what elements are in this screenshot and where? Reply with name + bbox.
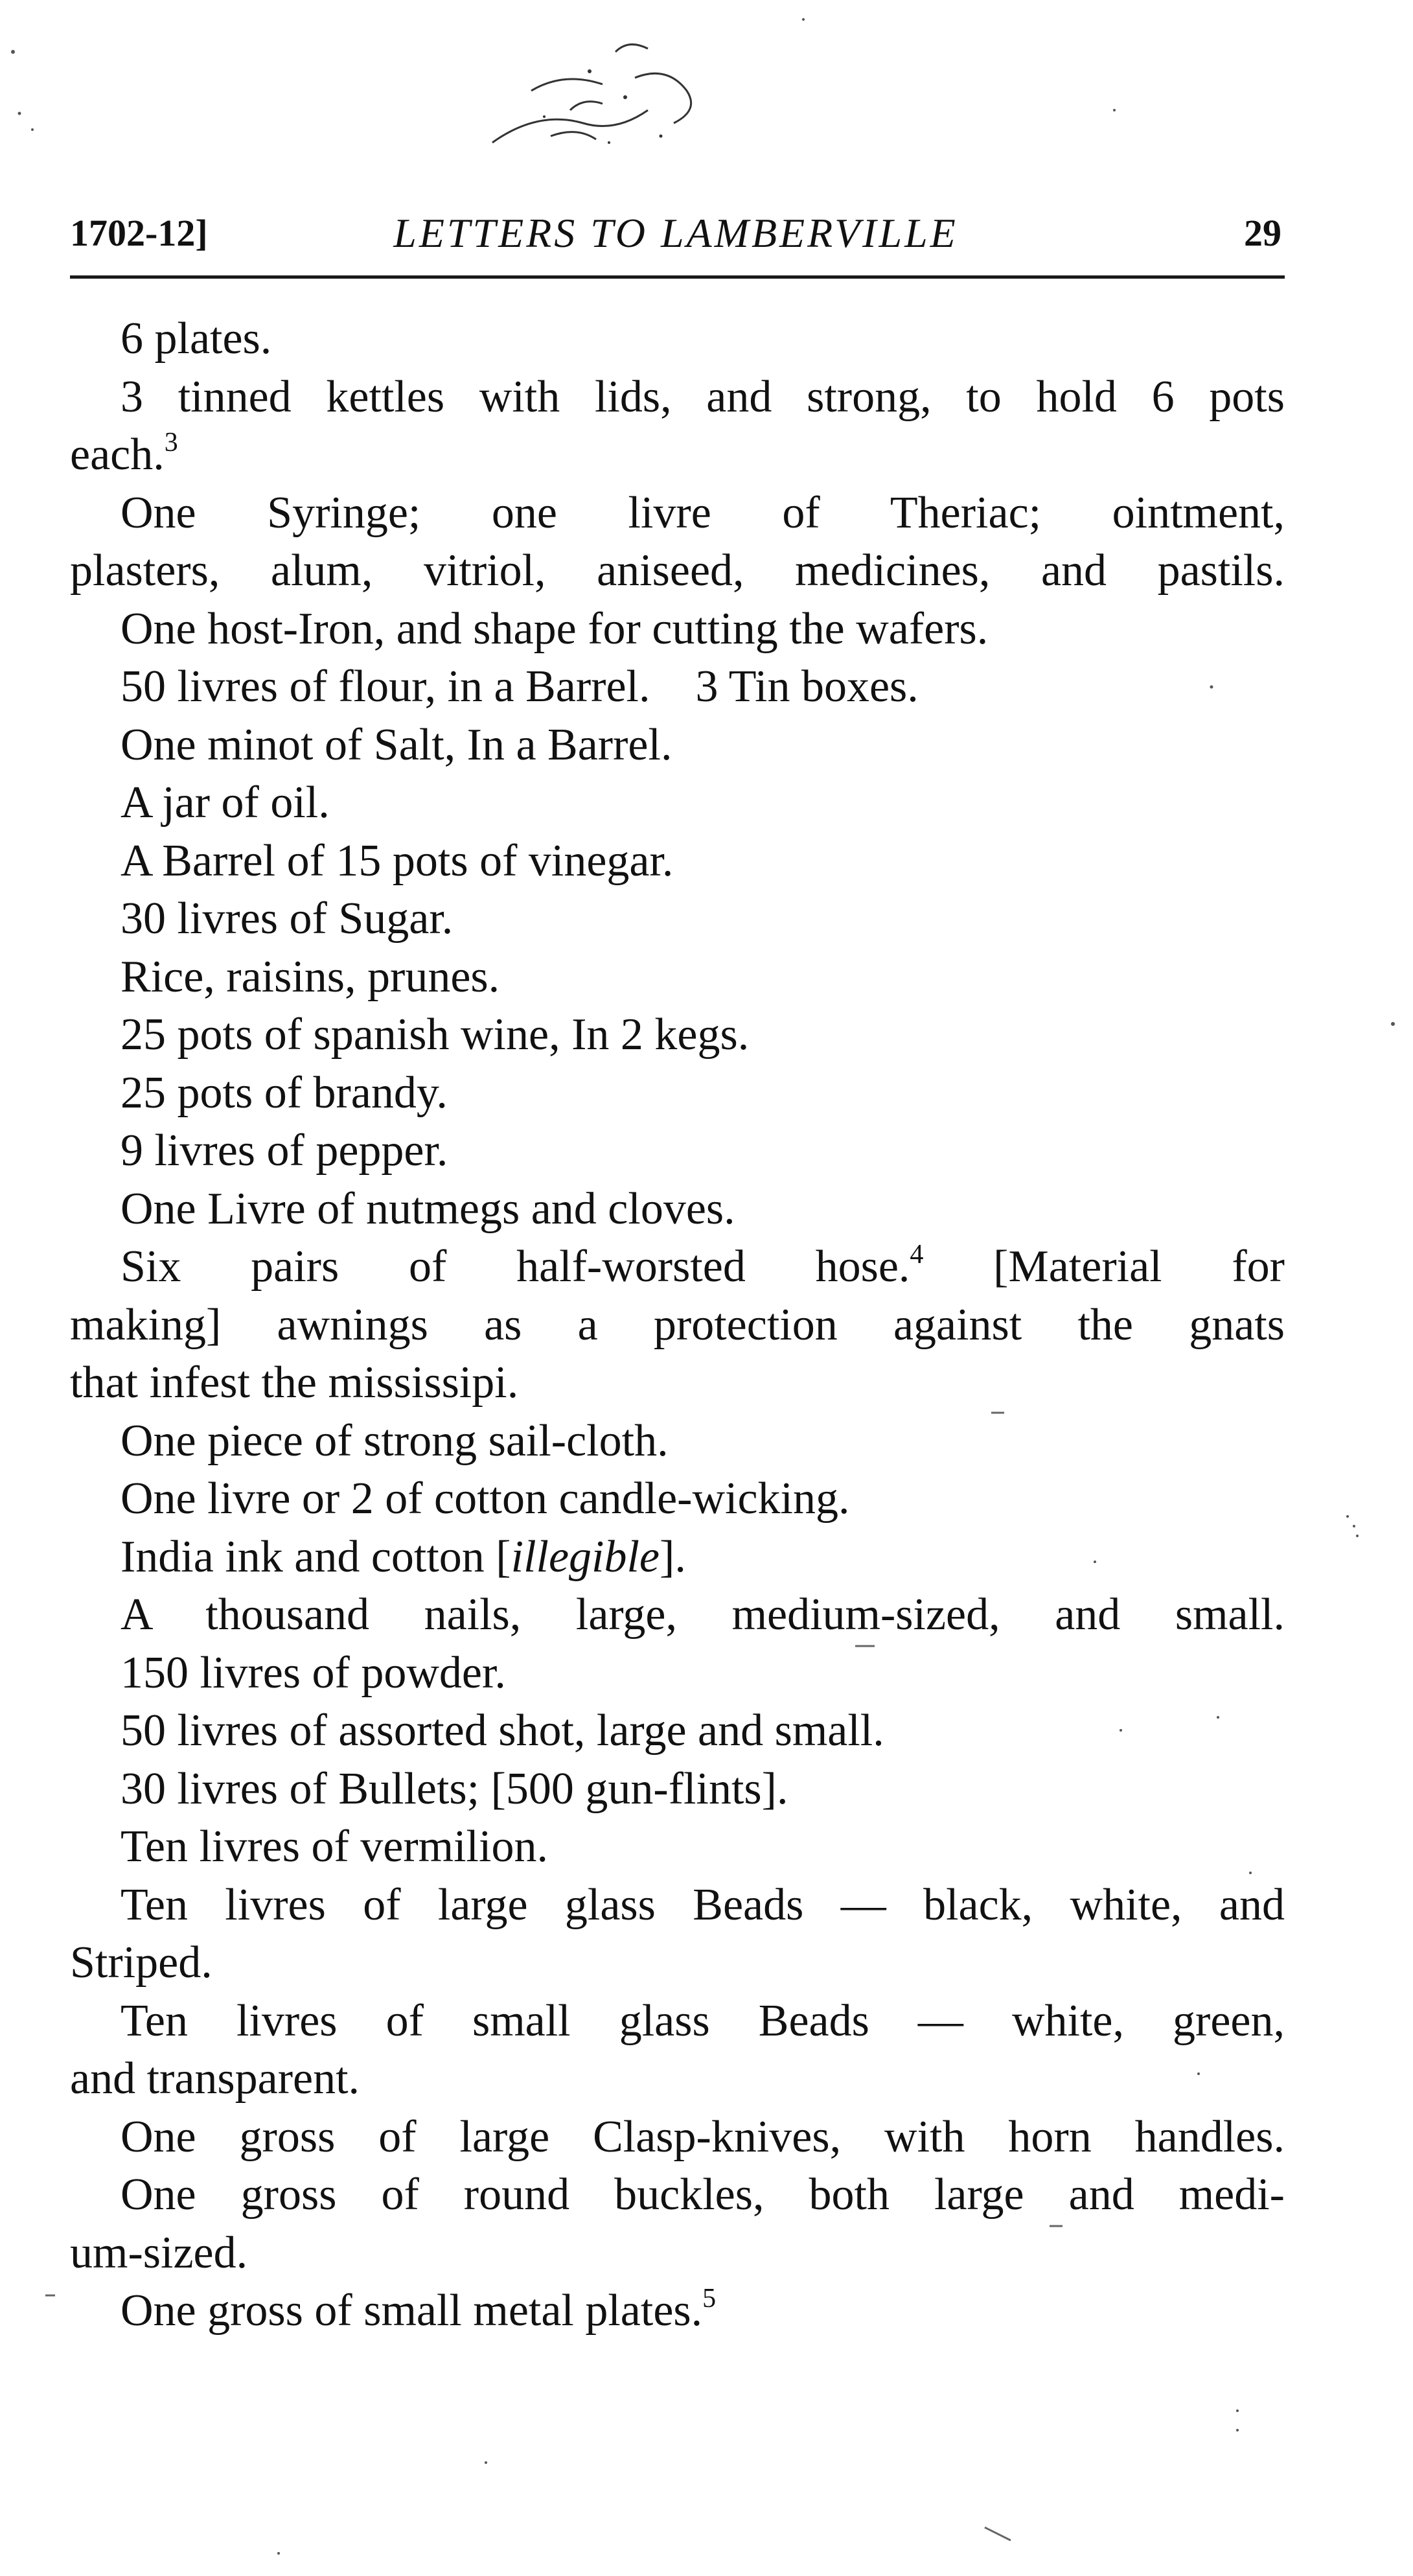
text-line: making] awnings as a protection against the gnats [70, 1299, 1285, 1350]
text-line: One Syringe; one livre of Theriac; ointment, [121, 487, 1285, 538]
header-running-title: LETTERS TO LAMBERVILLE [393, 210, 958, 256]
printer-ornament [454, 13, 752, 168]
text-line: India ink and cotton [illegible]. [121, 1531, 686, 1582]
text-line: 50 livres of flour, in a Barrel. 3 Tin boxes. [121, 662, 919, 712]
header-date-range: 1702-12] [70, 212, 208, 254]
text-line: that infest the mississipi. [70, 1358, 519, 1408]
text-line: A thousand nails, large, medium-sized, and small. [121, 1590, 1285, 1640]
text-line: One host-Iron, and shape for cutting the wafers. [121, 603, 989, 654]
text-line: 25 pots of brandy. [121, 1067, 448, 1118]
text-line: A Barrel of 15 pots of vinegar. [121, 835, 674, 886]
footnote-ref: 3 [164, 428, 178, 458]
text-line: Striped. [70, 1938, 213, 1988]
text-line: One livre or 2 of cotton candle-wicking. [121, 1474, 850, 1524]
body-text [70, 310, 1285, 2340]
text-line: 3 tinned kettles with lids, and strong, to hold 6 pots [121, 371, 1285, 422]
text-line: 6 plates. [121, 314, 272, 364]
footnote-ref: 4 [910, 1240, 924, 1270]
text-line: One piece of strong sail-cloth. [121, 1415, 669, 1466]
text-line: One Livre of nutmegs and cloves. [121, 1183, 735, 1234]
text-line: Six pairs of half-worsted hose.$^4$ [Material for [121, 1240, 1285, 1292]
text-line: One gross of small metal plates.$^5$ [121, 2284, 717, 2336]
text-line: One gross of large Clasp-knives, with horn handles. [121, 2111, 1285, 2162]
text-line: 30 livres of Bullets; [500 gun-flints]. [121, 1763, 788, 1814]
text-line: 30 livres of Sugar. [121, 894, 454, 944]
text-line: Rice, raisins, prunes. [121, 951, 500, 1002]
text-line: 150 livres of powder. [121, 1647, 506, 1698]
footnote-ref: 5 [702, 2284, 717, 2314]
text-line: 50 livres of assorted shot, large and small. [121, 1706, 884, 1756]
text-line: each.$^3$ [70, 428, 178, 480]
text-line: Ten livres of vermilion. [121, 1822, 548, 1872]
header-rule [70, 275, 1285, 279]
text-line: and transparent. [70, 2054, 360, 2104]
text-line: um-sized. [70, 2227, 248, 2278]
text-line: 25 pots of spanish wine, In 2 kegs. [121, 1010, 750, 1060]
editorial-note: illegible [511, 1531, 660, 1582]
text-line: A jar of oil. [121, 778, 330, 828]
text-line: 9 livres of pepper. [121, 1126, 448, 1176]
page-number: 29 [1244, 212, 1281, 254]
text-line: Ten livres of small glass Beads — white, green, [121, 1995, 1285, 2046]
text-line: Ten livres of large glass Beads — black, white, and [121, 1879, 1285, 1930]
text-line: plasters, alum, vitriol, aniseed, medicines, and pastils. [70, 546, 1285, 596]
running-header [70, 198, 1281, 269]
text-line: One minot of Salt, In a Barrel. [121, 719, 672, 770]
text-line: One gross of round buckles, both large and medi- [121, 2170, 1285, 2220]
